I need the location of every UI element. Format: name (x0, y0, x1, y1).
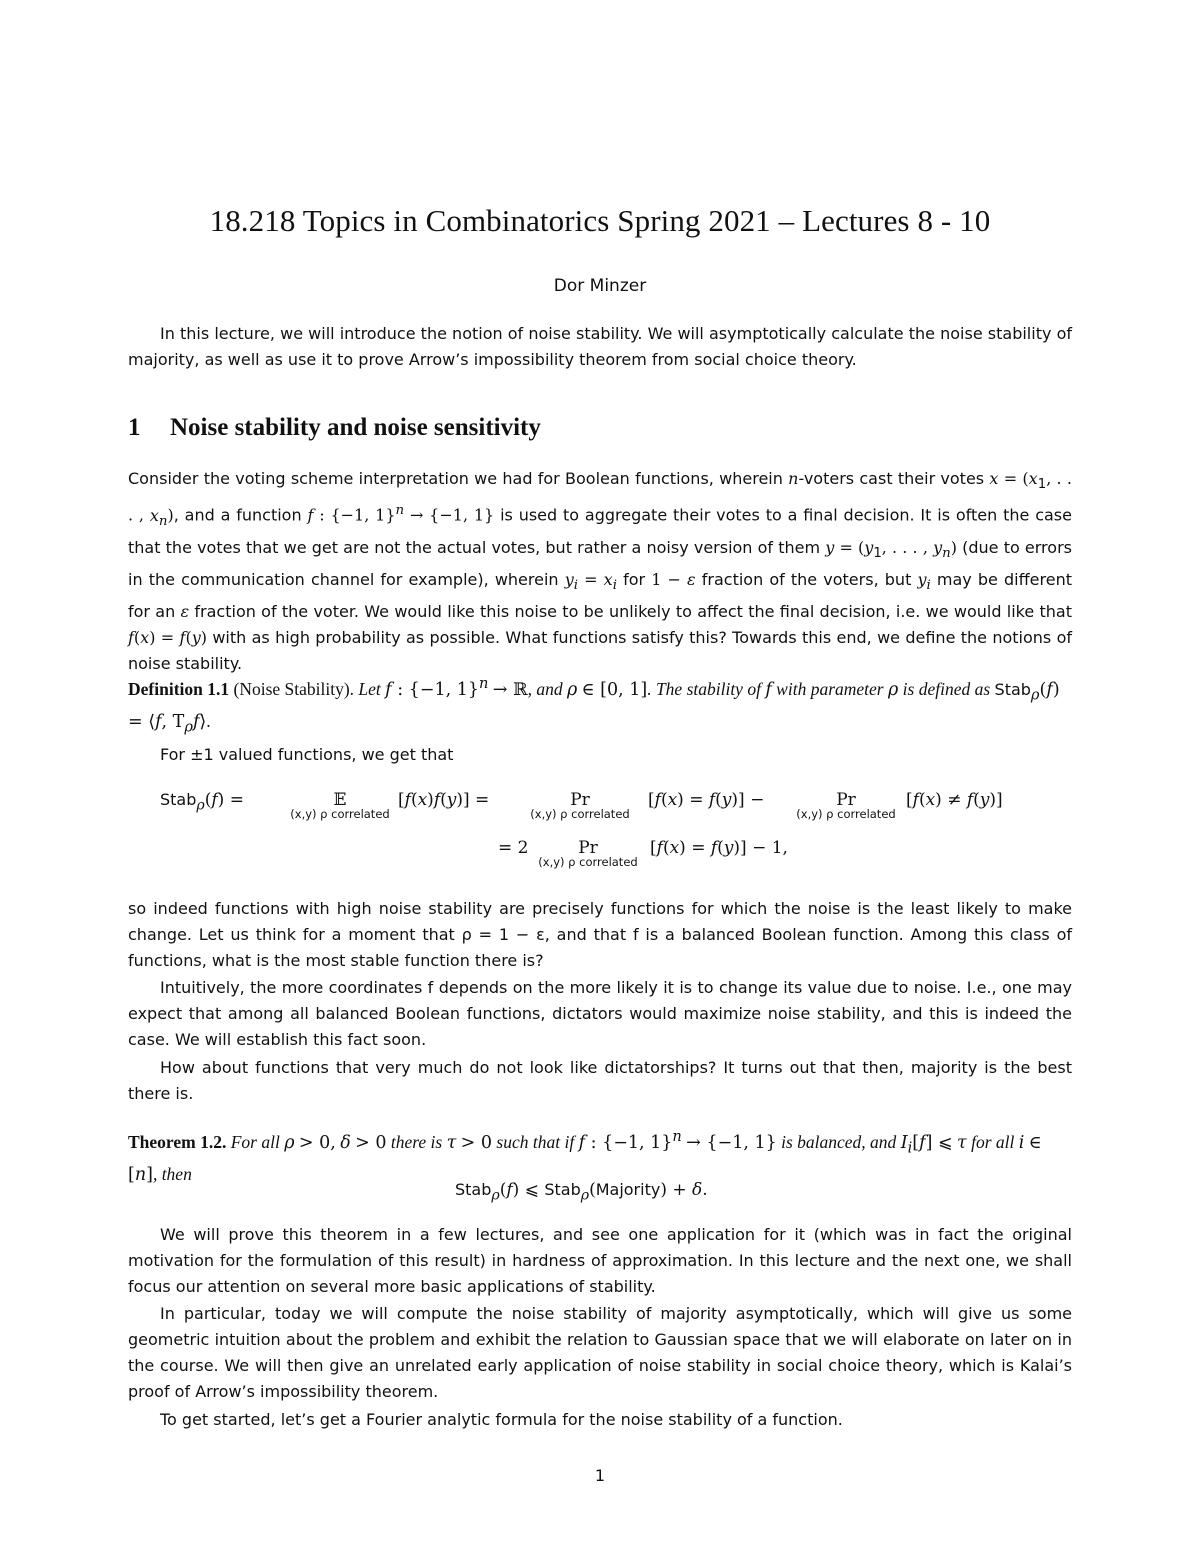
author-name: Dor Minzer (553, 276, 647, 296)
probability-operator-1: Pr (x,y) ρ correlated (530, 790, 630, 821)
section-title: Noise stability and noise sensitivity (170, 414, 541, 441)
paragraph-we-will-prove: We will prove this theorem in a few lectures, and see one application for it (which was in fact the original motivation for the formulation of this result) in hardness of approximation. In this lecture and the next one, we shall focus our attention on several more basic applications of stability. (128, 1225, 1072, 1296)
theorem-inequality: Stab$_\rho$(f) ⩽ Stab$_\rho$(Majority) + δ. (455, 1180, 708, 1204)
page-number: 1 (594, 1466, 606, 1485)
section-heading (128, 414, 541, 442)
expectation-operator: 𝔼 (x,y) ρ correlated (290, 790, 390, 821)
equation-line-2-lhs: = 2 (498, 838, 529, 858)
equation-line-2-rhs: [f(x) = f(y)] − 1, (650, 838, 788, 858)
intro-paragraph: Consider the voting scheme interpretation we had for Boolean functions, wherein n-voters cast their votes $x = (x_1$, . . . , $x_n$), and a function f : {−1, 1}$^n$ → {−1, 1} is used to aggregate their votes to a final decision. It is often the case that the votes that we get are not the actual votes, but rather a noisy version of them $y = (y_1$, . . . , $y_n$) (due to errors in the communication channel for example), wherein $y_i = x_i$ for 1 − ε fraction of the voters, but $y_i$ may be different for an ε fraction of the voter. We would like this noise to be unlikely to affect the final decision, i.e. we would like that f(x) = f(y) with as high probability as possible. What functions satisfy this? Towards this end, we define the notions of noise stability. (128, 469, 1073, 674)
for-pm1-text: For ±1 valued functions, we get that (160, 745, 454, 764)
equation-line-1-lhs: Stab$_\rho$(f) = (160, 790, 244, 814)
probability-operator-2: Pr (x,y) ρ correlated (796, 790, 896, 821)
paragraph-after-equation: so indeed functions with high noise stability are precisely functions for which the noise is the least likely to make change. Let us think for a moment that ρ = 1 − ε, and that f is a balanced Boolean function. Among this class of functions, what is the most stable function there is? (128, 899, 1072, 970)
theorem-label: Theorem 1.2. (128, 1131, 227, 1152)
definition-label: Definition 1.1 (128, 678, 230, 699)
definition-1-1: Definition 1.1 (Noise Stability). Let f : {−1, 1}$^n$ → ℝ, and ρ ∈ [0, 1]. The stability of f with parameter ρ is defined as Stab$_\rho$(f) = ⟨f, $T_\rho f⟩$. (128, 675, 1060, 736)
paper-title: 18.218 Topics in Combinatorics Spring 2021 – Lectures 8 - 10 (209, 203, 991, 238)
paragraph-to-get-started: To get started, let’s get a Fourier analytic formula for the noise stability of a function. (160, 1410, 843, 1429)
paragraph-how-about: How about functions that very much do not look like dictatorships? It turns out that then, majority is the best there is. (128, 1058, 1072, 1103)
equation-line-1-prob-eq: [f(x) = f(y)] − (648, 790, 765, 810)
theorem-1-2: Theorem 1.2. For all ρ > 0, δ > 0 there is τ > 0 such that if f : {−1, 1}$^n$ → {−1, 1} is balanced, and $I_i[f]$ ⩽ τ for all i ∈ [n], then (128, 1128, 1042, 1186)
abstract: In this lecture, we will introduce the notion of noise stability. We will asymptotically calculate the noise stability of majority, as well as use it to prove Arrow’s impossibility theorem from social choice theory. (128, 324, 1072, 369)
definition-name: (Noise Stability). (233, 678, 355, 699)
section-number: 1 (128, 414, 141, 441)
paragraph-intuitively: Intuitively, the more coordinates f depends on the more likely it is to change its value due to noise. I.e., one may expect that among all balanced Boolean functions, dictators would maximize noise stability, and this is indeed the case. We will establish this fact soon. (128, 978, 1072, 1049)
paragraph-in-particular: In particular, today we will compute the noise stability of majority asymptotically, which will give us some geometric intuition about the problem and exhibit the relation to Gaussian space that we will elaborate on later on in the course. We will then give an unrelated early application of noise stability in social choice theory, which is Kalai’s proof of Arrow’s impossibility theorem. (128, 1304, 1072, 1401)
probability-operator-3: Pr (x,y) ρ correlated (538, 838, 638, 869)
equation-line-1-prob-neq: [f(x) ≠ f(y)] (906, 790, 1003, 810)
equation-line-1-expect: [f(x)f(y)] = (398, 790, 490, 810)
